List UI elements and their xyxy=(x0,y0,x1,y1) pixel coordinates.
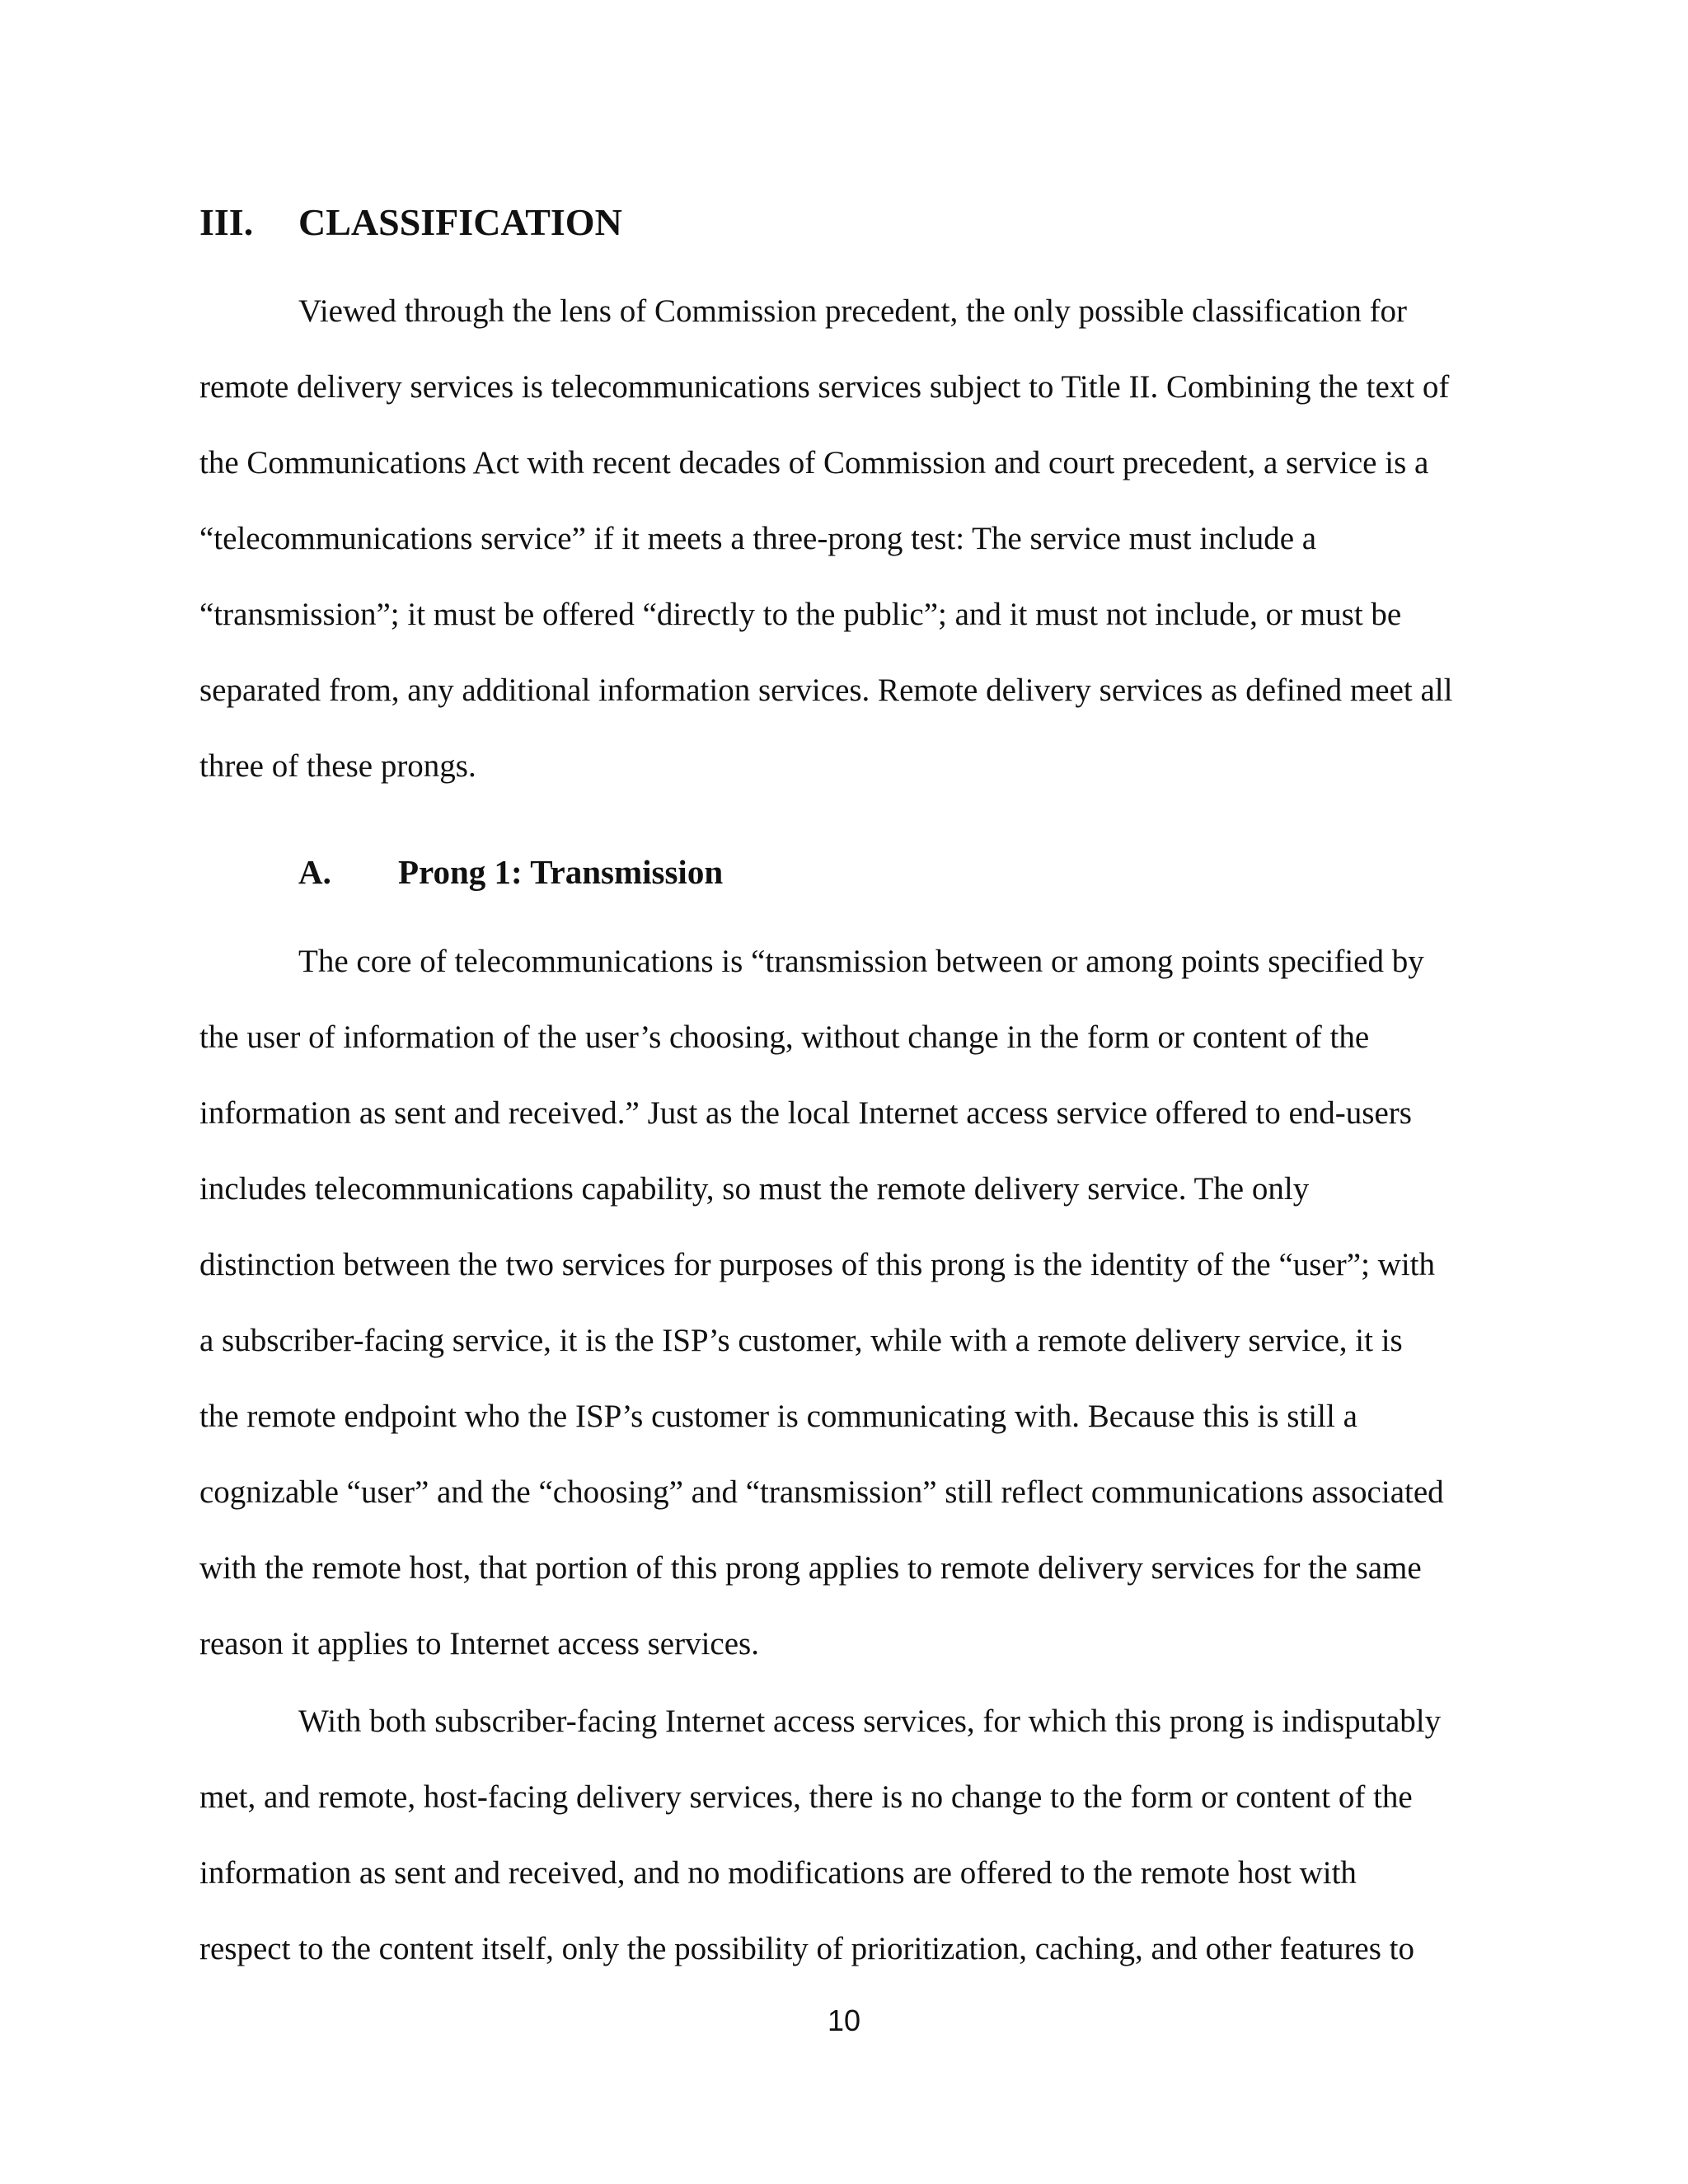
page-number: 10 xyxy=(827,2004,861,2037)
text-line: With both subscriber-facing Internet access services, for which this prong is indisputably xyxy=(298,1704,1442,1739)
text-line: The core of telecommunications is “transmission between or among points specified by xyxy=(298,944,1424,979)
section-title: CLASSIFICATION xyxy=(298,201,622,243)
text-line: separated from, any additional information services. Remote delivery services as defined meet all xyxy=(199,673,1453,708)
text-line: met, and remote, host-facing delivery services, there is no change to the form or content of the xyxy=(199,1779,1413,1815)
text-line: “telecommunications service” if it meets a three-prong test: The service must include a xyxy=(199,521,1317,556)
text-line: with the remote host, that portion of this prong applies to remote delivery services for the same xyxy=(199,1550,1422,1586)
text-line: three of these prongs. xyxy=(199,748,476,784)
text-line: “transmission”; it must be offered “directly to the public”; and it must not include, or must be xyxy=(199,597,1402,632)
text-line: the remote endpoint who the ISP’s customer is communicating with. Because this is still a xyxy=(199,1399,1357,1434)
section-number: III. xyxy=(199,201,254,243)
subsection-heading xyxy=(298,849,723,895)
text-line: cognizable “user” and the “choosing” and “transmission” still reflect communications associated xyxy=(199,1474,1444,1510)
text-line: information as sent and received.” Just as the local Internet access service offered to end-users xyxy=(199,1095,1412,1131)
subsection-title: Prong 1: Transmission xyxy=(398,853,724,891)
paragraph-transmission-core xyxy=(199,924,1502,1682)
text-line: distinction between the two services for purposes of this prong is the identity of the “user”; with xyxy=(199,1247,1436,1282)
text-line: the user of information of the user’s choosing, without change in the form or content of the xyxy=(199,1019,1370,1055)
text-line: includes telecommunications capability, so must the remote delivery service. The only xyxy=(199,1171,1310,1207)
text-line: the Communications Act with recent decades of Commission and court precedent, a service is a xyxy=(199,445,1429,480)
section-heading xyxy=(199,198,622,247)
text-line: reason it applies to Internet access services. xyxy=(199,1626,759,1661)
paragraph-subscriber-facing xyxy=(199,1684,1502,1987)
subsection-number: A. xyxy=(298,853,331,891)
text-line: respect to the content itself, only the possibility of prioritization, caching, and other features to xyxy=(199,1931,1415,1966)
text-line: remote delivery services is telecommunications services subject to Title II. Combining the text of xyxy=(199,369,1450,405)
paragraph-classification-intro xyxy=(199,274,1502,804)
text-line: a subscriber-facing service, it is the ISP’s customer, while with a remote delivery service, it is xyxy=(199,1323,1403,1358)
text-line: Viewed through the lens of Commission precedent, the only possible classification for xyxy=(298,293,1408,329)
text-line: information as sent and received, and no modifications are offered to the remote host with xyxy=(199,1855,1357,1891)
